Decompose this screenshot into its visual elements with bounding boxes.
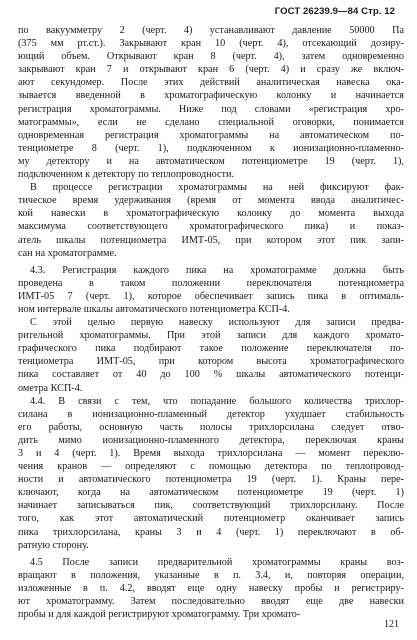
text-line: му детектору и на автоматическом потенциометре 19 (черт. 1), — [18, 155, 404, 167]
text-line: по вакуумметру 2 (черт. 4) устанавливают давление 50000 Па — [18, 25, 404, 36]
text-line: вращают в положения, указанные в п. 3.4, и, повторяя операции, — [18, 569, 404, 581]
text-line: ющий объем. Открывают кран 8 (черт. 4), затем одновременно — [18, 51, 404, 63]
text-line: (375 мм рт.ст.). Закрывают кран 10 (черт. 4), отсекающий дозиру- — [18, 38, 404, 50]
text-line: С этой целью первую навеску используют для записи предва- — [30, 317, 404, 329]
text-line: чения кранов — определяют с помощью детектора по теплопровод- — [18, 461, 404, 473]
paragraph — [18, 264, 404, 316]
page-header: ГОСТ 26239.9—84 Стр. 12 — [274, 6, 395, 17]
text-line: закрывают кран 7 и открывают кран 6 (черт. 4) и сразу же включ- — [18, 64, 404, 76]
body-text — [18, 24, 404, 621]
text-line: пика трихлорсилана, краны 3 и 4 (черт. 1) переключают в об- — [18, 526, 404, 538]
text-line: 4.3. Регистрация каждого пика на хроматограмме должна быть — [30, 264, 404, 276]
text-line: ратную сторону. — [18, 539, 89, 551]
text-line: тенциометре 8 (черт. 1), подключенном к ионизационно-пламенно- — [18, 142, 404, 154]
text-line: 4.5 После записи предварительной хроматограммы краны воз- — [30, 556, 404, 568]
text-line: ключают, когда на автоматическом потенциометре 19 (черт. 1) — [18, 487, 404, 499]
text-line: ометра КСП-4. — [18, 382, 83, 394]
text-line: изложенные в п. 4.2, вводят еще одну навеску пробы и регистриру- — [18, 582, 404, 594]
text-line: 3 и 4 (черт. 1). Время выхода трихлорсилана — момент переклю- — [18, 448, 404, 459]
text-line: кой навески в хроматографическую колонку до момента выхода — [18, 208, 404, 220]
text-line: дить мимо ионизационно-пламенного детектора, переключая краны — [18, 434, 404, 446]
text-line: его работы, основную часть полосы трихлорсилана следует отво- — [18, 421, 404, 433]
text-line: силана в ионизационно-пламенный детектор ухудшает стабильность — [18, 408, 404, 420]
text-line: максимума соответствующего хроматографического пика) и показ- — [18, 221, 404, 233]
paragraph — [18, 556, 404, 621]
text-line: проведена в таком положении переключателя потенциометра — [18, 277, 404, 289]
text-line: одновременная регистрация хроматограммы на автоматическом по- — [18, 129, 404, 141]
text-line: атель шкалы потенциометра ИМТ-05, при котором этот пик запи- — [18, 234, 404, 246]
text-line: ИМТ-05 7 (черт. 1), которое обеспечивает запись пика в оптималь- — [18, 290, 404, 302]
text-line: пика составляет от 40 до 100 % шкалы автоматического потенци- — [18, 369, 404, 381]
paragraph — [18, 395, 404, 552]
text-line: ности и автоматического потенциометра 19 (черт. 1). Краны пере- — [18, 474, 404, 486]
paragraph — [18, 316, 404, 395]
text-line: того, как этот автоматический потенциометр оканчивает запись — [18, 513, 404, 525]
text-line: ют хроматограмму. Затем последовательно вводят еще две навески — [18, 596, 404, 608]
text-line: подключенном к детектору по теплопроводности. — [18, 169, 234, 181]
text-line: матограммы», если не сделано специальной оговорки, понимается — [18, 116, 404, 128]
text-line: 4.4. В связи с тем, что попадание большого количества трихлор- — [30, 395, 404, 407]
text-line: регистрация хроматограммы. Ниже под словами «регистрация хро- — [18, 103, 404, 115]
page-number: 121 — [384, 619, 399, 630]
text-line: ном интервале шкалы автоматического потенциометра КСП-4. — [18, 303, 290, 315]
text-line: сан на хроматограмме. — [18, 247, 117, 259]
text-line: тическое время удерживания (время от момента ввода аналитичес- — [18, 195, 404, 207]
text-line: В процессе регистрации хроматограммы на ней фиксируют фак- — [30, 182, 404, 194]
text-line: ают секундомер. После этих действий аналитическая навеска ока- — [18, 77, 404, 89]
text-line: зывается введенной в хроматографическую колонку и начинается — [18, 90, 404, 102]
text-line: начинает записываться пик, соответствующий трихлорсилану. После — [18, 500, 404, 512]
paragraph — [18, 24, 404, 181]
text-line: тенциометра ИМТ-05, при котором высота хроматографического — [18, 356, 404, 368]
paragraph — [18, 181, 404, 260]
text-line: рительной хроматограммы. При этой записи для каждого хромато- — [18, 330, 404, 342]
text-line: графического пика подбирают такое положение переключателя по- — [18, 343, 404, 355]
text-line: пробы и для каждой регистрируют хроматограмму. Три хромато- — [18, 609, 301, 621]
